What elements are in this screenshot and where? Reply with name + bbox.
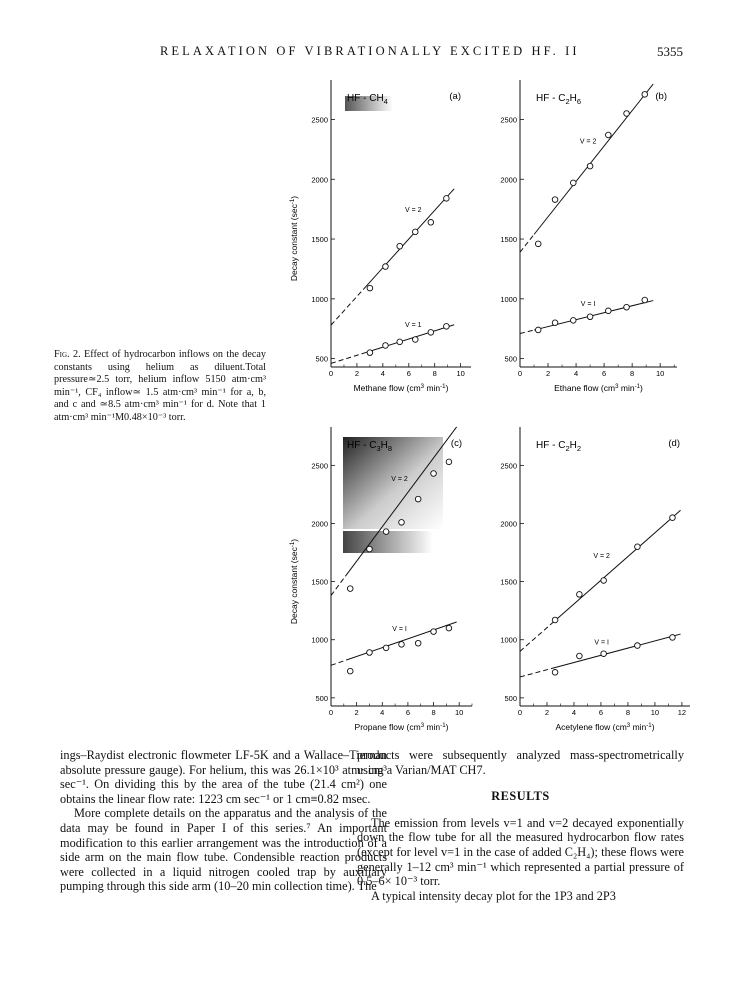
- data-point: [446, 625, 452, 631]
- chart-panel-b: [500, 80, 677, 393]
- x-tick-label: 4: [380, 708, 385, 717]
- y-tick-label: 1500: [311, 235, 328, 245]
- x-tick-label: 10: [456, 369, 465, 378]
- panel-label: (c): [450, 438, 462, 449]
- x-axis-label: Acetylene flow ($cm^3$ $\min^{-1}$): [555, 721, 655, 732]
- fit-line-extrapolated: [331, 352, 366, 363]
- data-point: [624, 304, 630, 310]
- data-point: [670, 515, 676, 521]
- data-point: [606, 132, 612, 138]
- x-tick-label: 2: [354, 708, 359, 717]
- panel-title: HF - $C_2H_6$: [536, 93, 582, 106]
- panel-title: HF - $CH_4$: [347, 93, 388, 106]
- x-tick-label: 10: [650, 708, 660, 717]
- x-axis-label: Methane flow ($cm^3$ $\min^{-1}$): [353, 382, 449, 393]
- data-point: [577, 592, 583, 598]
- y-tick-label: 500: [315, 693, 328, 703]
- data-point: [383, 645, 389, 651]
- x-tick-label: 4: [573, 369, 579, 378]
- x-tick-label: 4: [571, 708, 577, 717]
- data-point: [570, 180, 576, 186]
- data-point: [535, 241, 541, 247]
- data-point: [552, 617, 558, 623]
- body-right-column: [357, 748, 684, 903]
- fit-line-extrapolated: [520, 330, 534, 333]
- x-tick-label: 6: [405, 708, 410, 717]
- y-tick-label: 1000: [500, 635, 517, 645]
- data-point: [444, 324, 450, 330]
- data-point: [412, 337, 418, 343]
- x-tick-label: 8: [625, 708, 631, 717]
- x-tick-label: 2: [354, 369, 360, 378]
- data-point: [412, 229, 418, 235]
- x-tick-label: 10: [656, 369, 665, 378]
- data-point: [446, 459, 452, 465]
- data-point: [587, 314, 593, 320]
- panel-label: (a): [449, 91, 461, 102]
- page-number: 5355: [657, 44, 683, 59]
- y-tick-label: 2500: [500, 115, 517, 125]
- y-tick-label: 1500: [311, 577, 328, 587]
- body-left-column: [60, 748, 387, 894]
- fit-line: [551, 510, 681, 624]
- chart-panel-a: [289, 80, 472, 393]
- x-tick-label: 6: [598, 708, 604, 717]
- x-tick-label: 6: [602, 369, 607, 378]
- data-point: [642, 92, 648, 98]
- panel-label: (d): [668, 438, 680, 449]
- series-label: V = I: [580, 301, 596, 309]
- data-point: [552, 669, 558, 675]
- data-point: [397, 243, 403, 249]
- data-point: [399, 642, 405, 648]
- data-point: [397, 339, 403, 345]
- y-axis-label: Decay constant $(\sec^{-1})$: [288, 195, 299, 282]
- data-point: [635, 544, 641, 550]
- data-point: [601, 578, 607, 584]
- series-label: V = 2: [579, 138, 597, 146]
- fit-line: [534, 84, 653, 234]
- figure-caption: [54, 349, 266, 425]
- data-point: [383, 264, 389, 270]
- panel-label: (b): [655, 91, 667, 102]
- fit-line-extrapolated: [520, 669, 551, 677]
- y-tick-label: 2500: [500, 461, 517, 471]
- series-label: V = 2: [593, 552, 610, 560]
- data-point: [642, 297, 648, 303]
- y-tick-label: 1500: [500, 577, 517, 587]
- x-tick-label: 4: [380, 369, 385, 378]
- data-point: [552, 320, 558, 326]
- y-tick-label: 2000: [500, 519, 517, 529]
- fit-line: [551, 634, 681, 669]
- caption-label: Fig. 2.: [54, 349, 81, 360]
- data-point: [367, 546, 373, 552]
- y-tick-label: 1000: [311, 635, 328, 645]
- panel-title: HF - $C_2H_2$: [536, 440, 582, 453]
- fit-line-extrapolated: [331, 575, 346, 596]
- fit-line-extrapolated: [331, 660, 346, 665]
- panel-title: HF - $C_3H_8$: [347, 440, 393, 453]
- data-point: [635, 643, 641, 649]
- x-tick-label: 10: [455, 708, 464, 717]
- data-point: [670, 635, 676, 641]
- x-axis-label: Propane flow ($cm^3$ $\min^{-1}$): [354, 721, 449, 732]
- data-point: [606, 308, 612, 314]
- data-point: [415, 496, 421, 502]
- x-tick-label: 6: [406, 369, 411, 378]
- x-tick-label: 0: [517, 708, 523, 717]
- x-tick-label: 8: [630, 369, 635, 378]
- x-tick-label: 2: [545, 369, 551, 378]
- data-point: [383, 343, 389, 349]
- x-tick-label: 8: [432, 369, 437, 378]
- data-point: [577, 653, 583, 659]
- data-point: [399, 520, 405, 526]
- data-point: [570, 318, 576, 324]
- data-point: [535, 327, 541, 333]
- y-tick-label: 1000: [500, 294, 517, 304]
- x-tick-label: 0: [328, 708, 334, 717]
- data-point: [415, 640, 421, 646]
- y-tick-label: 500: [504, 693, 517, 703]
- data-point: [428, 220, 434, 226]
- x-axis-label: Ethane flow ($cm^3$ $\min^{-1}$): [554, 382, 643, 393]
- x-tick-label: 0: [517, 369, 523, 378]
- section-heading: RESULTS: [491, 789, 550, 804]
- series-label: V = I: [392, 626, 407, 634]
- data-point: [347, 668, 353, 674]
- fit-line: [366, 189, 454, 287]
- y-tick-label: 2500: [311, 461, 328, 471]
- data-point: [587, 163, 593, 169]
- data-point: [431, 471, 437, 477]
- series-label: V = 2: [404, 206, 422, 214]
- series-label: V = I: [594, 639, 609, 647]
- data-point: [601, 651, 607, 657]
- fit-line-extrapolated: [520, 624, 551, 651]
- paragraph: ings–Raydist electronic flowmeter LF-5K and a Wallace–Tiernan absolute pressure gauge). For helium, this was 26.1×10³ atm· cm³ sec⁻¹. On dividing this by the area of the tube (21.4 cm²) one obtains the linear flow rate: 1223 cm sec⁻¹ or 1 cm≡0.82 msec.: [60, 748, 387, 806]
- series-label: V = 1: [404, 321, 422, 329]
- data-point: [367, 285, 373, 291]
- y-tick-label: 2000: [311, 175, 328, 185]
- paragraph: products were subsequently analyzed mass-spectrometrically using a Varian/MAT CH7.: [357, 748, 684, 777]
- data-point: [552, 197, 558, 203]
- y-axis-label: Decay constant $(\sec^{-1})$: [288, 538, 299, 625]
- caption-text: Effect of hydrocarbon inflows on the decay constants using helium as diluent.Total pressure≃2.5 torr, helium inflow 5150 atm·cm³ min⁻¹, CF₄ inflow≃ 1.5 atm·cm³ min⁻¹ for a, b, and c and ≃8.5 atm·cm³ min⁻¹ for d. Note that 1 atm·cm³ min⁻¹M0.48×10⁻³ torr.: [54, 349, 266, 423]
- y-tick-label: 500: [315, 354, 328, 364]
- chart-panel-d: [500, 427, 690, 732]
- data-point: [431, 629, 437, 635]
- y-tick-label: 500: [504, 354, 517, 364]
- fit-line-extrapolated: [331, 286, 366, 325]
- fit-line-extrapolated: [520, 235, 534, 253]
- y-tick-label: 1500: [500, 235, 517, 245]
- data-point: [347, 586, 353, 592]
- data-point: [383, 529, 389, 535]
- data-point: [367, 650, 373, 656]
- data-point: [428, 330, 434, 336]
- data-point: [367, 350, 373, 356]
- x-tick-label: 2: [544, 708, 550, 717]
- running-title: RELAXATION OF VIBRATIONALLY EXCITED HF. II: [160, 44, 580, 58]
- series-label: V = 2: [391, 475, 408, 483]
- y-tick-label: 2000: [500, 175, 517, 185]
- y-tick-label: 2500: [311, 115, 328, 125]
- x-tick-label: 12: [677, 708, 687, 717]
- paragraph: More complete details on the apparatus and the analysis of the data may be found in Paper I of this series.⁷ An important modification to this earlier arrangement was the introduction of a side arm on the main flow tube. Condensible reaction products were collected in a liquid nitrogen cooled trap by auxiliary pumping through this side arm (10–20 min collection time). The: [60, 806, 387, 894]
- data-point: [624, 111, 630, 117]
- data-point: [444, 196, 450, 202]
- scan-shading-c2: [343, 531, 433, 553]
- x-tick-label: 0: [328, 369, 334, 378]
- y-tick-label: 2000: [311, 519, 328, 529]
- x-tick-label: 8: [431, 708, 436, 717]
- y-tick-label: 1000: [311, 294, 328, 304]
- paragraph: A typical intensity decay plot for the 1P3 and 2P3: [371, 888, 616, 903]
- paragraph: The emission from levels v=1 and v=2 decayed exponentially down the flow tube for all the measured hydrocarbon flow rates (except for level v=1 in the case of added C₂H₄); these flows were generally 1–12 cm³ min⁻¹ which represented a partial pressure of 0.5–6× 10⁻³ torr.: [357, 815, 684, 889]
